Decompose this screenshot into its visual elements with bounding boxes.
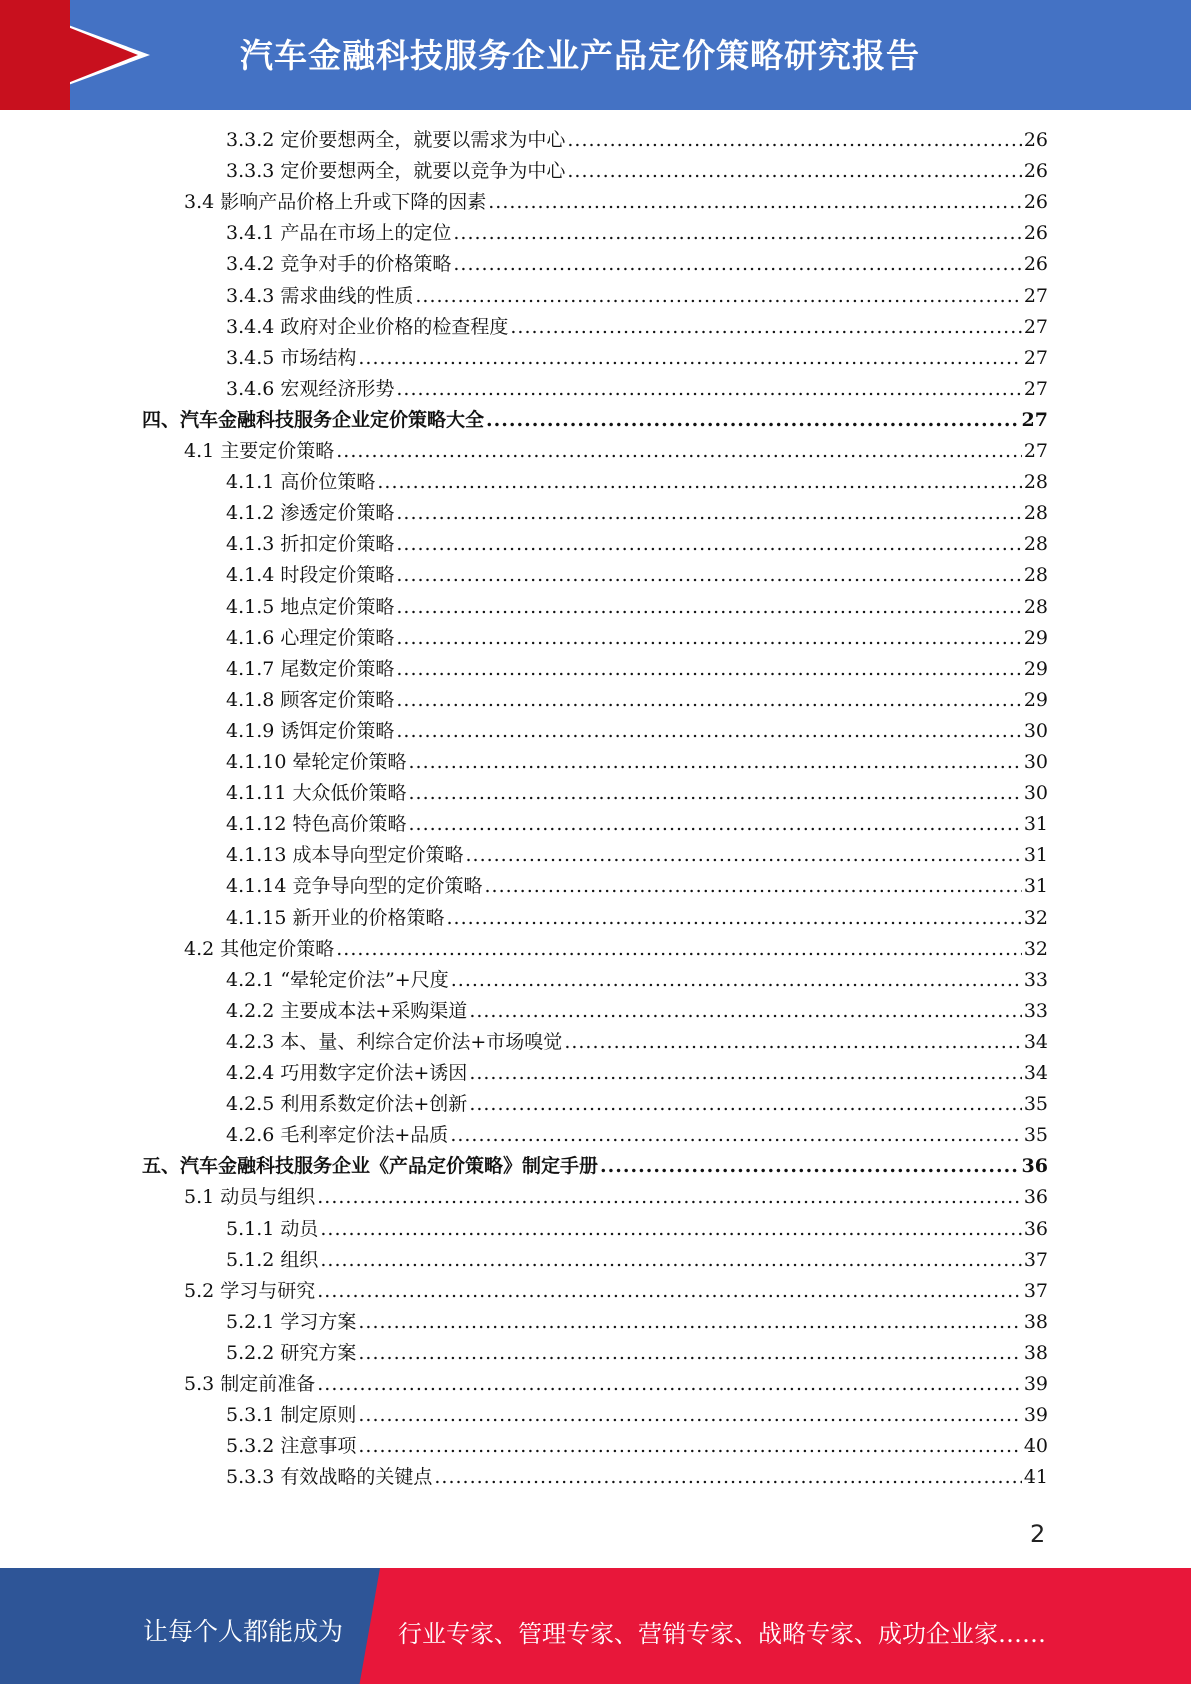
toc-entry[interactable] (226, 1092, 1048, 1116)
toc-entry-page: 26 (1023, 253, 1048, 276)
toc-entry-page: 39 (1023, 1373, 1048, 1395)
toc-entry-page: 29 (1023, 688, 1048, 711)
toc-entry-page: 28 (1023, 595, 1048, 618)
toc-entry-label: 5.2.2 研究方案 (226, 1341, 357, 1364)
toc-entry[interactable] (184, 439, 1048, 463)
toc-entry[interactable] (226, 1030, 1048, 1054)
toc-entry-page: 40 (1023, 1435, 1048, 1458)
toc-entry[interactable] (226, 346, 1048, 370)
toc-entry-label: 4.1.8 顾客定价策略 (226, 688, 395, 711)
toc-entry-label: 4.2.1 “晕轮定价法”+尺度 (226, 968, 449, 991)
toc-entry-page: 29 (1023, 626, 1048, 649)
toc-entry[interactable] (226, 688, 1048, 712)
toc-entry[interactable] (226, 999, 1048, 1023)
toc-entry-page: 28 (1023, 471, 1048, 494)
toc-entry-label: 3.4.1 产品在市场上的定位 (226, 222, 452, 245)
toc-leader-dots (469, 999, 1022, 1023)
page-header (0, 0, 1191, 110)
page-number: 2 (1030, 1520, 1046, 1548)
toc-entry-page: 38 (1023, 1310, 1048, 1333)
toc-leader-dots (358, 1403, 1021, 1427)
toc-leader-dots (377, 470, 1021, 494)
toc-entry-page: 36 (1023, 1186, 1048, 1209)
toc-entry[interactable] (184, 937, 1048, 961)
toc-entry[interactable] (226, 843, 1048, 867)
toc-entry[interactable] (226, 595, 1048, 619)
toc-leader-dots (408, 781, 1021, 805)
toc-entry-page: 26 (1023, 191, 1048, 214)
toc-entry[interactable] (226, 626, 1048, 650)
toc-entry-label: 5.3.3 有效战略的关键点 (226, 1466, 433, 1489)
toc-entry-label: 3.4.5 市场结构 (226, 346, 357, 369)
toc-entry-label: 4.1.10 晕轮定价策略 (226, 751, 407, 773)
page-footer (0, 1568, 1191, 1684)
toc-entry-page: 31 (1023, 875, 1048, 898)
toc-entry-label: 4.1.5 地点定价策略 (226, 595, 395, 618)
toc-leader-dots (336, 937, 1022, 961)
toc-entry[interactable] (226, 284, 1048, 308)
toc-leader-dots (358, 1341, 1021, 1365)
toc-entry-label: 4.1.3 折扣定价策略 (226, 533, 395, 556)
footer-slogan-left: 让每个人都能成为 (143, 1617, 344, 1646)
toc-entry-label: 5.1 动员与组织 (184, 1186, 316, 1209)
toc-entry-page: 27 (1023, 346, 1048, 369)
toc-entry[interactable] (184, 1185, 1048, 1209)
toc-leader-dots (320, 1217, 1021, 1241)
toc-entry-page: 37 (1023, 1248, 1048, 1271)
toc-entry[interactable] (226, 315, 1048, 339)
toc-entry-label: 5.2.1 学习方案 (226, 1310, 357, 1333)
toc-leader-dots (317, 1185, 1022, 1209)
toc-leader-dots (567, 159, 1021, 183)
toc-leader-dots (408, 812, 1021, 836)
toc-leader-dots (510, 315, 1021, 339)
toc-leader-dots (396, 532, 1021, 556)
toc-entry[interactable] (226, 221, 1048, 245)
toc-entry[interactable] (226, 252, 1048, 276)
toc-entry-label: 3.3.3 定价要想两全，就要以竞争为中心 (226, 160, 566, 183)
toc-entry[interactable] (226, 159, 1048, 183)
toc-entry[interactable] (226, 1403, 1048, 1427)
toc-leader-dots (415, 284, 1021, 308)
toc-entry-page: 30 (1023, 719, 1048, 742)
toc-entry[interactable] (226, 906, 1048, 930)
toc-entry-page: 37 (1023, 1279, 1048, 1302)
toc-entry[interactable] (226, 1465, 1048, 1489)
toc-entry-page: 28 (1023, 564, 1048, 587)
toc-entry-label: 5.1.2 组织 (226, 1248, 319, 1271)
toc-entry[interactable] (226, 1061, 1048, 1085)
toc-leader-dots (358, 346, 1021, 370)
toc-entry[interactable] (226, 1248, 1048, 1272)
toc-entry-page: 35 (1023, 1093, 1048, 1116)
toc-entry-label: 3.4.4 政府对企业价格的检查程度 (226, 315, 509, 338)
toc-entry-label: 五、汽车金融科技服务企业《产品定价策略》制定手册 (142, 1155, 599, 1178)
toc-leader-dots (450, 1123, 1022, 1147)
toc-entry[interactable] (142, 1154, 1048, 1178)
toc-entry[interactable] (184, 190, 1048, 214)
toc-entry-page: 27 (1023, 377, 1048, 400)
toc-entry-page: 31 (1023, 844, 1048, 867)
toc-entry[interactable] (184, 1372, 1048, 1396)
toc-leader-dots (358, 1434, 1021, 1458)
toc-leader-dots (336, 439, 1022, 463)
toc-entry-label: 4.1.14 竞争导向型的定价策略 (226, 875, 483, 898)
toc-leader-dots (469, 1061, 1022, 1085)
footer-slogan-right: 行业专家、管理专家、营销专家、战略专家、成功企业家…… (398, 1620, 1046, 1648)
toc-entry[interactable] (226, 657, 1048, 681)
toc-leader-dots (396, 501, 1021, 525)
toc-leader-dots (446, 906, 1021, 930)
toc-entry-page: 34 (1023, 1030, 1048, 1053)
toc-entry-page: 27 (1023, 284, 1048, 307)
toc-entry-page: 33 (1023, 999, 1048, 1022)
toc-entry[interactable] (226, 377, 1048, 401)
toc-entry-label: 3.4 影响产品价格上升或下降的因素 (184, 191, 487, 214)
toc-entry-page: 36 (1021, 1155, 1048, 1178)
toc-entry-page: 28 (1023, 533, 1048, 556)
toc-entry-page: 31 (1023, 813, 1048, 836)
toc-entry-page: 39 (1023, 1404, 1048, 1427)
toc-leader-dots (317, 1372, 1022, 1396)
toc-entry-label: 5.2 学习与研究 (184, 1279, 316, 1302)
toc-leader-dots (396, 688, 1021, 712)
toc-leader-dots (453, 252, 1021, 276)
toc-leader-dots (453, 221, 1021, 245)
toc-leader-dots (451, 968, 1022, 992)
toc-leader-dots (396, 377, 1021, 401)
toc-entry-label: 4.1.4 时段定价策略 (226, 564, 395, 587)
toc-entry-label: 3.3.2 定价要想两全，就要以需求为中心 (226, 129, 566, 151)
toc-leader-dots (600, 1154, 1020, 1178)
toc-leader-dots (396, 595, 1021, 619)
toc-entry[interactable] (226, 719, 1048, 743)
toc-entry[interactable] (226, 563, 1048, 587)
toc-entry-label: 3.4.3 需求曲线的性质 (226, 284, 414, 307)
toc-leader-dots (469, 1092, 1022, 1116)
toc-entry-label: 4.1.7 尾数定价策略 (226, 657, 395, 680)
toc-entry-page: 41 (1023, 1466, 1048, 1489)
toc-entry-label: 4.2.2 主要成本法+采购渠道 (226, 999, 468, 1022)
toc-entry[interactable] (226, 1123, 1048, 1147)
report-title: 汽车金融科技服务企业产品定价策略研究报告 (240, 36, 920, 75)
toc-entry-page: 32 (1023, 937, 1048, 960)
toc-leader-dots (567, 128, 1021, 152)
toc-entry[interactable] (226, 1434, 1048, 1458)
header-red-block (0, 0, 70, 110)
toc-entry[interactable] (184, 1279, 1048, 1303)
toc-entry-label: 4.1.13 成本导向型定价策略 (226, 844, 464, 867)
toc-entry-label: 4.1.15 新开业的价格策略 (226, 906, 445, 929)
toc-leader-dots (484, 874, 1021, 898)
toc-entry-label: 4.1.9 诱饵定价策略 (226, 719, 395, 742)
toc-entry-page: 30 (1023, 782, 1048, 805)
toc-entry-label: 4.1.1 高价位策略 (226, 471, 376, 494)
toc-entry-label: 3.4.2 竞争对手的价格策略 (226, 253, 452, 276)
toc-leader-dots (320, 1248, 1021, 1272)
toc-entry[interactable] (226, 532, 1048, 556)
toc-leader-dots (396, 657, 1021, 681)
toc-entry[interactable] (226, 874, 1048, 898)
toc-leader-dots (434, 1465, 1021, 1489)
toc-leader-dots (564, 1030, 1022, 1054)
toc-leader-dots (396, 626, 1021, 650)
toc-entry-page: 26 (1023, 222, 1048, 245)
toc-entry-label: 4.2.4 巧用数字定价法+诱因 (226, 1062, 468, 1084)
toc-entry[interactable] (226, 128, 1048, 152)
toc-leader-dots (358, 1310, 1021, 1334)
toc-entry[interactable] (226, 781, 1048, 805)
toc-entry[interactable] (226, 1310, 1048, 1334)
toc-entry-page: 28 (1023, 502, 1048, 525)
toc-entry-label: 4.2.5 利用系数定价法+创新 (226, 1093, 468, 1116)
toc-entry-page: 32 (1023, 906, 1048, 929)
toc-entry[interactable] (226, 968, 1048, 992)
toc-entry-page: 35 (1023, 1124, 1048, 1147)
toc-entry[interactable] (226, 812, 1048, 836)
toc-entry-page: 29 (1023, 657, 1048, 680)
toc-entry-label: 4.2.3 本、量、利综合定价法+市场嗅觉 (226, 1030, 563, 1053)
toc-leader-dots (317, 1279, 1022, 1303)
toc-leader-dots (396, 563, 1021, 587)
toc-entry-label: 4.1.11 大众低价策略 (226, 782, 407, 805)
toc-entry-label: 4.1.2 渗透定价策略 (226, 502, 395, 525)
toc-entry-page: 26 (1023, 160, 1048, 183)
toc-leader-dots (486, 408, 1020, 432)
toc-entry-label: 四、汽车金融科技服务企业定价策略大全 (142, 408, 485, 431)
toc-entry[interactable] (226, 1217, 1048, 1241)
toc-entry-label: 4.1 主要定价策略 (184, 440, 335, 462)
toc-entry-label: 5.3 制定前准备 (184, 1373, 316, 1395)
toc-entry[interactable] (142, 408, 1048, 432)
toc-entry-label: 5.1.1 动员 (226, 1217, 319, 1240)
toc-entry-page: 33 (1023, 968, 1048, 991)
toc-leader-dots (488, 190, 1022, 214)
toc-leader-dots (396, 719, 1021, 743)
toc-entry-page: 34 (1023, 1062, 1048, 1084)
toc-entry[interactable] (226, 501, 1048, 525)
toc-entry-page: 27 (1023, 440, 1048, 462)
toc-entry-page: 27 (1023, 315, 1048, 338)
toc-entry-label: 4.2.6 毛利率定价法+品质 (226, 1124, 449, 1147)
toc-entry-label: 4.1.12 特色高价策略 (226, 813, 407, 836)
toc-leader-dots (408, 750, 1021, 774)
toc-entry-label: 4.1.6 心理定价策略 (226, 626, 395, 649)
toc-entry-page: 26 (1023, 129, 1048, 151)
toc-entry-label: 3.4.6 宏观经济形势 (226, 377, 395, 400)
toc-entry-label: 5.3.1 制定原则 (226, 1404, 357, 1427)
toc-entry[interactable] (226, 1341, 1048, 1365)
toc-entry[interactable] (226, 750, 1048, 774)
toc-entry-page: 38 (1023, 1341, 1048, 1364)
toc-leader-dots (465, 843, 1021, 867)
toc-entry[interactable] (226, 470, 1048, 494)
toc-entry-page: 27 (1021, 408, 1048, 431)
toc-entry-label: 5.3.2 注意事项 (226, 1435, 357, 1458)
toc-entry-label: 4.2 其他定价策略 (184, 937, 335, 960)
toc-entry-page: 36 (1023, 1217, 1048, 1240)
toc-entry-page: 30 (1023, 751, 1048, 773)
